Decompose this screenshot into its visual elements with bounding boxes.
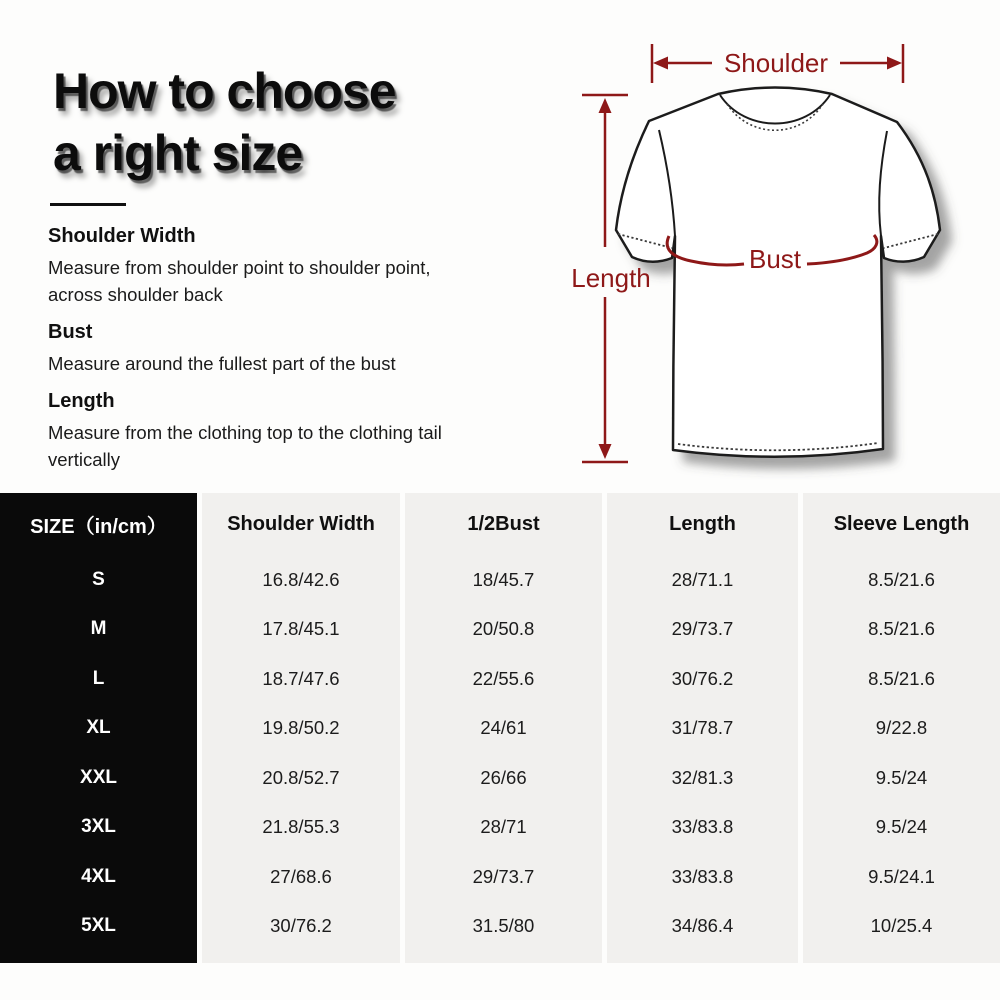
- table-cell: 8.5/21.6: [868, 667, 935, 689]
- table-cell: 22/55.6: [472, 667, 535, 689]
- table-column-size: [0, 493, 197, 963]
- table-cell: 33/83.8: [671, 816, 734, 838]
- table-column-shoulder-width: [202, 493, 400, 963]
- instruction-body-bust: Measure around the fullest part of the bust: [48, 353, 396, 374]
- table-cell: 8.5/21.6: [868, 568, 935, 590]
- page-title-line1: How to choose: [53, 63, 396, 119]
- table-cell: 18.7/47.6: [262, 667, 340, 689]
- table-column-sleeve-length: [803, 493, 1000, 963]
- tshirt-diagram: [560, 0, 1000, 480]
- table-cell: 21.8/55.3: [262, 816, 340, 838]
- measurement-instructions: [48, 225, 476, 486]
- table-cell: 34/86.4: [671, 915, 734, 937]
- size-label: 3XL: [81, 816, 116, 838]
- instruction-body-length: Measure from the clothing top to the clothing tail vertically: [48, 422, 442, 470]
- instruction-heading-length: Length: [48, 390, 115, 412]
- table-cell: 16.8/42.6: [262, 568, 340, 590]
- table-header-length: Length: [669, 512, 736, 535]
- table-cell: 24/61: [480, 717, 527, 739]
- table-cell: 30/76.2: [671, 667, 734, 689]
- size-label: L: [92, 667, 105, 689]
- table-cell: 30/76.2: [270, 915, 332, 937]
- table-header-half-bust: 1/2Bust: [467, 512, 540, 535]
- table-cell: 8.5/21.6: [868, 618, 935, 640]
- instruction-heading-shoulder-width: Shoulder Width: [48, 225, 196, 247]
- table-cell: 31.5/80: [472, 915, 535, 937]
- table-header-sleeve-length: Sleeve Length: [833, 512, 970, 535]
- size-label: M: [90, 618, 107, 640]
- table-cell: 9/22.8: [875, 717, 928, 739]
- table-cell: 28/71.1: [671, 568, 734, 590]
- table-cell: 18/45.7: [472, 568, 535, 590]
- size-label: 4XL: [81, 865, 116, 887]
- table-cell: 31/78.7: [671, 717, 734, 739]
- table-cell: 26/66: [480, 766, 527, 788]
- size-label: XXL: [80, 766, 117, 788]
- bust-label: Bust: [748, 244, 802, 274]
- table-cell: 9.5/24: [875, 766, 928, 788]
- page-title: [53, 60, 396, 184]
- page-title-line2: a right size: [53, 125, 303, 181]
- table-header-size: SIZE（in/cm）: [30, 515, 167, 538]
- size-table: [0, 493, 1000, 963]
- table-cell: 29/73.7: [472, 865, 535, 887]
- table-cell: 32/81.3: [671, 766, 734, 788]
- table-cell: 9.5/24.1: [868, 865, 935, 887]
- table-cell: 10/25.4: [870, 915, 933, 937]
- table-cell: 29/73.7: [671, 618, 734, 640]
- table-cell: 20/50.8: [472, 618, 535, 640]
- table-header-shoulder-width: Shoulder Width: [227, 512, 375, 535]
- title-underline: [50, 203, 126, 206]
- size-label: S: [92, 568, 105, 590]
- table-column-half-bust: [405, 493, 602, 963]
- table-cell: 27/68.6: [270, 865, 332, 887]
- table-column-length: [607, 493, 798, 963]
- table-cell: 28/71: [480, 816, 527, 838]
- length-label: Length: [571, 263, 651, 293]
- table-cell: 9.5/24: [875, 816, 928, 838]
- table-cell: 17.8/45.1: [262, 618, 340, 640]
- table-cell: 20.8/52.7: [262, 766, 340, 788]
- table-cell: 33/83.8: [671, 865, 734, 887]
- instruction-body-shoulder-width: Measure from shoulder point to shoulder point, across shoulder back: [48, 257, 431, 305]
- shoulder-label: Shoulder: [723, 48, 829, 78]
- size-label: XL: [86, 717, 111, 739]
- size-label: 5XL: [81, 915, 116, 937]
- table-cell: 19.8/50.2: [262, 717, 340, 739]
- instruction-heading-bust: Bust: [48, 321, 93, 343]
